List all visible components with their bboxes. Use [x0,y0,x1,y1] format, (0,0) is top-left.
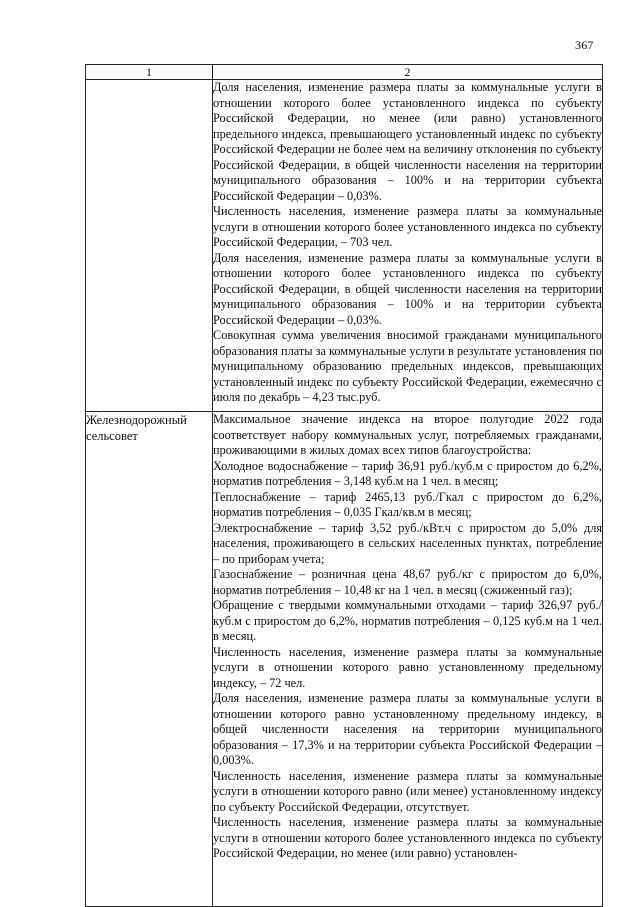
table-header-row [86,65,603,80]
document-table [85,64,603,907]
column-header-2: 2 [213,65,603,80]
paragraph: Электроснабжение – тариф 3,52 руб./кВт.ч с приростом до 5,0% для населения, проживающего в сельских населенных пунктах, потребление – по приборам учета; [213,520,602,566]
paragraph: Численность населения, изменение размера платы за коммунальные услуги в отношении которого равно (или менее) установленному индексу по субъекту Российской Федерации, отсутствует. [213,768,602,814]
paragraph: Доля населения, изменение размера платы за коммунальные услуги в отношении которого более установленного индекса по субъекту Российской Федерации, в общей численности населения на территории муниципального образования – 100% и на территории субъекта Российской Федерации – 0,03%. [213,250,602,327]
row-content-cell [213,412,603,907]
table-row [86,80,603,412]
page-number: 367 [575,38,594,52]
paragraph: Обращение с твердыми коммунальными отходами – тариф 326,97 руб./куб.м с приростом до 6,2%, норматив потребления – 0,125 куб.м на 1 чел. в месяц. [213,598,602,643]
paragraph: Холодное водоснабжение – тариф 36,91 руб./куб.м с приростом до 6,2%, норматив потребления – 3,148 куб.м на 1 чел. в месяц; [213,458,602,488]
paragraph: Теплоснабжение – тариф 2465,13 руб./Гкал с приростом до 6,2%, норматив потребления – 0,035 Гкал/кв.м в месяц; [213,489,602,519]
paragraph: Численность населения, изменение размера платы за коммунальные услуги в отношении которого более установленного индекса по субъекту Российской Федерации, – 703 чел. [213,204,602,249]
row-content-cell [213,80,603,412]
paragraph: Численность населения, изменение размера платы за коммунальные услуги в отношении которого равно установленному предельному индексу, – 72 чел. [213,644,602,690]
column-header-1: 1 [86,65,213,80]
paragraph: Численность населения, изменение размера платы за коммунальные услуги в отношении которого более установленного индекса по субъекту Российской Федерации, но менее (или равно) установлен- [213,815,602,860]
paragraph: Доля населения, изменение размера платы за коммунальные услуги в отношении которого более установленного индекса по субъекту Российской Федерации, но менее (или равно) установленного предельного индекса, превышающего установленный индекс по субъекту Российской Федерации не более чем на величину отклонения по субъекту Российской Федерации, в общей численности населения на территории муниципального образования – 100% и на территории субъекта Российской Федерации – 0,03%. [213,80,602,203]
row-label-cell [86,80,213,412]
paragraph: Максимальное значение индекса на второе полугодие 2022 года соответствует набору коммунальных услуг, потребляемых гражданами, проживающими в жилых домах всех типов благоустройства: [213,412,602,457]
table-row [86,412,603,907]
paragraph: Газоснабжение – розничная цена 48,67 руб./кг с приростом до 6,0%, норматив потребления – 10,48 кг на 1 чел. в месяц (сжиженный газ); [213,567,602,597]
paragraph: Доля населения, изменение размера платы за коммунальные услуги в отношении которого равно установленному предельному индексу, в общей численности населения на территории муниципального образования – 17,3% и на территории субъекта Российской Федерации – 0,003%. [213,691,602,767]
paragraph: Совокупная сумма увеличения вносимой гражданами муниципального образования платы за коммунальные услуги в результате установления по муниципальному образованию предельных индексов, превышающих установленный индекс по субъекту Российской Федерации, ежемесячно с июля по декабрь – 4,23 тыс.руб. [213,328,602,404]
row-label-cell: Железнодорожный сельсовет [86,412,213,907]
